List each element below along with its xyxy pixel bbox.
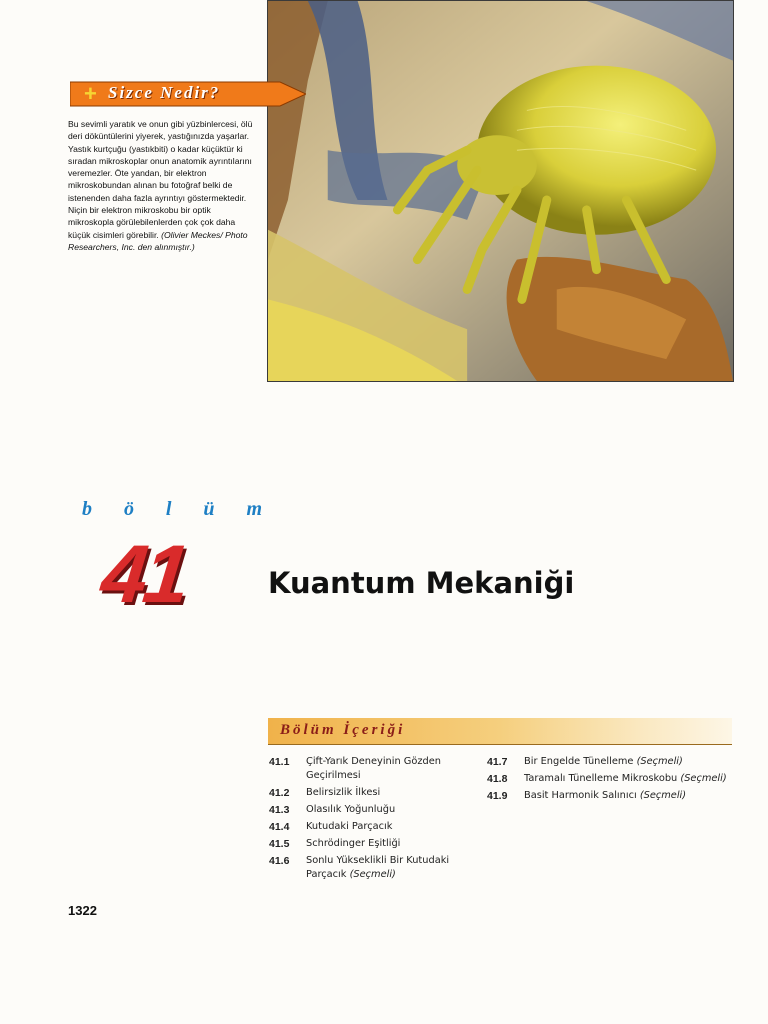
contents-heading: Bölüm İçeriği	[280, 722, 406, 738]
toc-right-column	[487, 755, 727, 806]
toc-title: Basit Harmonik Salınıcı (Seçmeli)	[524, 790, 687, 801]
toc-title: Belirsizlik İlkesi	[306, 787, 381, 798]
toc-title: Schrödinger Eşitliği	[306, 838, 401, 849]
plus-icon: +	[84, 81, 97, 106]
toc-title: Bir Engelde Tünelleme (Seçmeli)	[524, 756, 683, 767]
toc-title: Olasılık Yoğunluğu	[306, 804, 396, 815]
toc-item	[269, 755, 469, 783]
toc-item	[269, 854, 469, 882]
toc-left-column	[269, 755, 469, 885]
toc-number: 41.9	[487, 790, 508, 802]
toc-number: 41.5	[269, 838, 290, 850]
chapter-word-letter: m	[246, 498, 262, 520]
chapter-word-letter: ö	[123, 498, 134, 520]
toc-item	[269, 837, 469, 851]
toc-title: Taramalı Tünelleme Mikroskobu (Seçmeli)	[524, 773, 727, 784]
chapter-word-letter: l	[165, 498, 172, 520]
photo-caption	[68, 118, 254, 253]
toc-item	[487, 789, 727, 803]
toc-number: 41.6	[269, 855, 290, 867]
toc-number: 41.8	[487, 773, 508, 785]
toc-number: 41.3	[269, 804, 290, 816]
page-number: 1322	[68, 903, 97, 918]
chapter-number: 41	[97, 529, 191, 620]
toc-title: Sonlu Yükseklikli Bir Kutudaki Parçacık (Seçmeli)	[306, 855, 450, 880]
caption-body: Bu sevimli yaratık ve onun gibi yüzbinlercesi, ölü deri döküntülerini yiyerek, yastığınızda yaşarlar. Yastık kurtçuğu (yastıkbiti) o kadar küçüktür ki sıradan mikroskoplar onun anatomik ayrıntılarını veremezler. Öte yandan, bir elektron mikroskobundan alınan bu fotoğraf belki de istenenden daha fazla ayrıntıyı göstermektedir. Niçin bir elektron mikroskobu bir optik mikroskopla görülebilenlerden çok çok daha küçük cisimleri görebilir.	[68, 119, 253, 240]
toc-item	[269, 820, 469, 834]
banner-label: Sizce Nedir?	[108, 83, 221, 102]
photo-credit: (Olivier Meckes/ Photo Researchers, Inc. den alınmıştır.)	[68, 229, 248, 252]
toc-number: 41.4	[269, 821, 290, 833]
toc-number: 41.1	[269, 756, 290, 768]
toc-number: 41.7	[487, 756, 508, 768]
toc-item	[269, 786, 469, 800]
chapter-word-letter: b	[82, 498, 92, 520]
toc-title: Kutudaki Parçacık	[306, 821, 393, 832]
toc-item	[487, 772, 727, 786]
sizce-nedir-banner	[70, 80, 306, 108]
contents-heading-bar	[268, 718, 732, 745]
chapter-word	[82, 498, 262, 521]
dust-mite-photo	[267, 0, 734, 382]
chapter-title: Kuantum Mekaniği	[268, 566, 575, 600]
chapter-word-letter: ü	[203, 498, 215, 520]
toc-title: Çift-Yarık Deneyinin Gözden Geçirilmesi	[306, 756, 441, 781]
toc-number: 41.2	[269, 787, 290, 799]
toc-item	[487, 755, 727, 769]
toc-item	[269, 803, 469, 817]
